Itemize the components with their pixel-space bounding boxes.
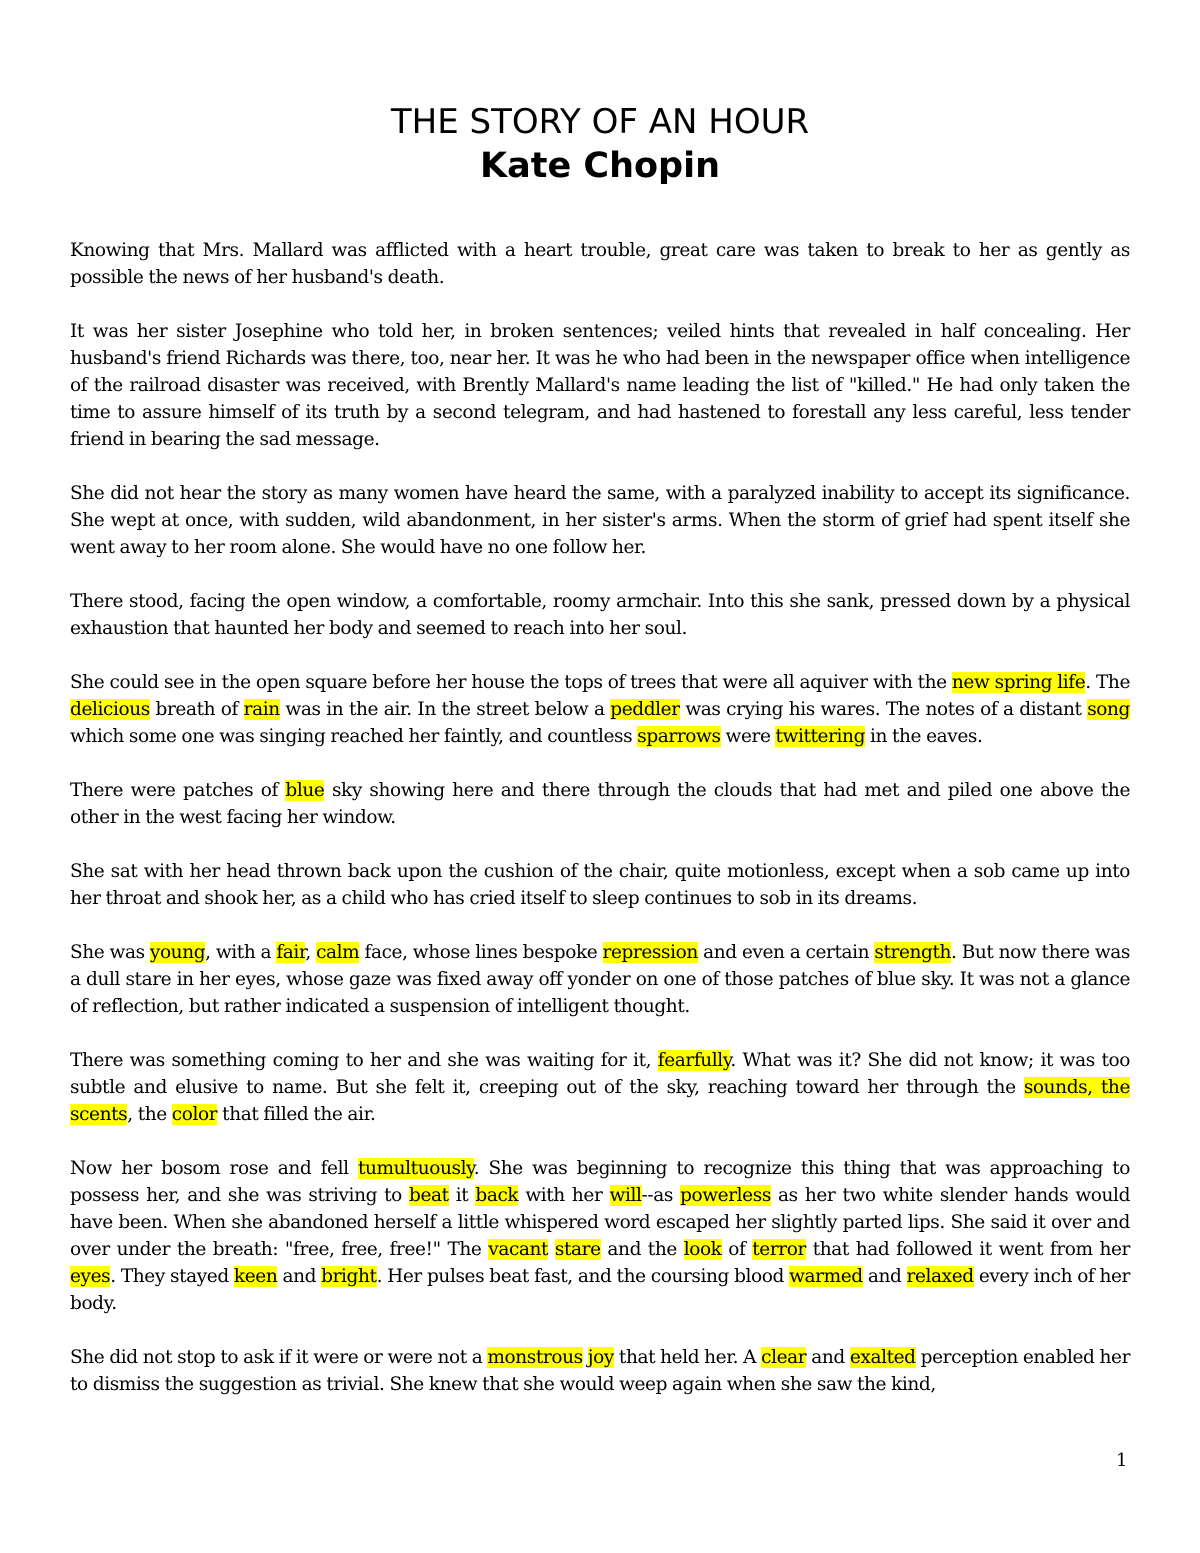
highlighted-text: new spring life (951, 672, 1086, 693)
highlighted-text: sounds, the scents (70, 1077, 1130, 1125)
highlighted-text: peddler (610, 699, 680, 720)
paragraph-text: It was her sister Josephine who told her, in broken sentences; veiled hints that revealed in half concealing. Her husband's friend Richards was there, too, near her. It was he who had been in the newspaper office when intelligence of the railroad disaster was received, with Brently Mallard's name leading the list of "killed." He had only taken the time to assure himself of its truth by a second telegram, and had hastened to forestall any less careful, less tender friend in bearing the sad message. (70, 321, 1130, 450)
paragraph-text: She did not hear the story as many women have heard the same, with a paralyzed inability to accept its significance. She wept at once, with sudden, wild abandonment, in her sister's arms. When the storm of grief had spent itself she went away to her room alone. She would have no one follow her. (70, 483, 1130, 558)
paragraph-text: and the (600, 1239, 684, 1260)
highlighted-text: rain (243, 699, 280, 720)
highlighted-text: clear (761, 1347, 807, 1368)
highlighted-text: back (475, 1185, 519, 1206)
paragraph-text: with her (518, 1185, 610, 1206)
paragraph-text (583, 1347, 588, 1368)
paragraph-text: sky showing here and there through the clouds that had met and piled one above the other in the west facing her window. (70, 780, 1130, 828)
highlighted-text: fair (276, 942, 306, 963)
highlighted-text: terror (752, 1239, 806, 1260)
page-number: 1 (1116, 1450, 1128, 1471)
highlighted-text: relaxed (906, 1266, 974, 1287)
paragraph-text: She was (70, 942, 150, 963)
paragraph-text: which some one was singing reached her faintly, and countless (70, 726, 638, 747)
highlighted-text: joy (587, 1347, 614, 1368)
highlighted-text: repression (602, 942, 698, 963)
highlighted-text: twittering (775, 726, 866, 747)
paragraph-text: She sat with her head thrown back upon the cushion of the chair, quite motionless, except when a sob came up into her throat and shook her, as a child who has cried itself to sleep continues to sob in its dreams. (70, 861, 1130, 909)
paragraph-text: There stood, facing the open window, a comfortable, roomy armchair. Into this she sank, pressed down by a physical exhaustion that haunted her body and seemed to reach into her soul. (70, 591, 1130, 639)
paragraph-text: , (305, 942, 317, 963)
paragraph-text: She could see in the open square before her house the tops of trees that were all aquiver with the (70, 672, 952, 693)
paragraph-text: . The (1085, 672, 1130, 693)
paragraph (70, 1344, 1130, 1398)
paragraph (70, 480, 1130, 561)
paragraph-text: . But now there was a dull stare in her eyes, whose gaze was fixed away off yonder on one of those patches of blue sky. It was not a glance of reflection, but rather indicated a suspension of intelligent thought. (70, 942, 1130, 1017)
highlighted-text: monstrous (487, 1347, 583, 1368)
highlighted-text: stare (554, 1239, 601, 1260)
highlighted-text: will (609, 1185, 642, 1206)
paragraph-text: perception enabled her to dismiss the suggestion as trivial. She knew that she would weep again when she saw the kind, (70, 1347, 1131, 1395)
highlighted-text: beat (409, 1185, 449, 1206)
paragraph-text: that had followed it went from her (805, 1239, 1130, 1260)
paragraph-text: every inch of her body. (70, 1266, 1130, 1314)
highlighted-text: color (171, 1104, 218, 1125)
paragraph-text: that filled the air. (217, 1104, 376, 1125)
paragraph (70, 318, 1130, 453)
highlighted-text: vacant (488, 1239, 549, 1260)
paragraph-text: Knowing that Mrs. Mallard was afflicted with a heart trouble, great care was taken to break to her as gently as possible the news of her husband's death. (70, 240, 1130, 288)
highlighted-text: keen (233, 1266, 278, 1287)
highlighted-text: bright (321, 1266, 377, 1287)
highlighted-text: eyes (70, 1266, 111, 1287)
paragraph-text: in the eaves. (865, 726, 983, 747)
paragraph-text: Now her bosom rose and fell (70, 1158, 358, 1179)
paragraph (70, 588, 1130, 642)
paragraph (70, 1155, 1130, 1317)
highlighted-text: exalted (849, 1347, 916, 1368)
paragraph-text: There was something coming to her and she was waiting for it, (70, 1050, 658, 1071)
paragraph-text: that held her. A (613, 1347, 762, 1368)
paragraph (70, 669, 1130, 750)
paragraph-text: , the (127, 1104, 172, 1125)
paragraph-text: There were patches of (70, 780, 286, 801)
paragraph-text: was crying his wares. The notes of a distant (679, 699, 1088, 720)
document-author: Kate Chopin (479, 146, 720, 186)
highlighted-text: fearfully (657, 1050, 731, 1071)
paragraph-text: and even a certain (697, 942, 875, 963)
highlighted-text: look (683, 1239, 722, 1260)
paragraph-text: breath of (149, 699, 244, 720)
paragraph (70, 237, 1130, 291)
highlighted-text: calm (316, 942, 360, 963)
paragraph-text: face, whose lines bespoke (359, 942, 603, 963)
highlighted-text: warmed (789, 1266, 863, 1287)
document-body (70, 237, 1130, 1425)
paragraph-text: as her two white slender hands would have been. When she abandoned herself a little whispered word escaped her slightly parted lips. She said it over and over under the breath: "free, free, free!" The (70, 1185, 1131, 1260)
paragraph-text: and (806, 1347, 850, 1368)
paragraph (70, 777, 1130, 831)
paragraph-text: and (862, 1266, 907, 1287)
paragraph-text: . What was it? She did not know; it was too subtle and elusive to name. But she felt it, creeping out of the sky, reaching toward her through the (70, 1050, 1130, 1098)
paragraph-text: . Her pulses beat fast, and the coursing blood (376, 1266, 790, 1287)
paragraph-text: . She was beginning to recognize this thing that was approaching to possess her, and she was striving to (70, 1158, 1130, 1206)
highlighted-text: sparrows (637, 726, 721, 747)
document-title: THE STORY OF AN HOUR (390, 102, 810, 142)
paragraph-text: . They stayed (110, 1266, 234, 1287)
paragraph-text: She did not stop to ask if it were or were not a (70, 1347, 488, 1368)
paragraph (70, 939, 1130, 1020)
paragraph (70, 858, 1130, 912)
paragraph-text: and (277, 1266, 322, 1287)
highlighted-text: tumultuously (357, 1158, 474, 1179)
highlighted-text: blue (285, 780, 325, 801)
paragraph-text: were (720, 726, 776, 747)
paragraph-text: it (448, 1185, 476, 1206)
highlighted-text: powerless (680, 1185, 771, 1206)
paragraph-text: was in the air. In the street below a (279, 699, 611, 720)
paragraph (70, 1047, 1130, 1128)
highlighted-text: song (1087, 699, 1130, 720)
highlighted-text: strength (874, 942, 952, 963)
paragraph-text: of (721, 1239, 753, 1260)
paragraph-text: --as (641, 1185, 681, 1206)
paragraph-text: , with a (205, 942, 277, 963)
highlighted-text: delicious (70, 699, 150, 720)
highlighted-text: young (149, 942, 206, 963)
paragraph-text (548, 1239, 555, 1260)
